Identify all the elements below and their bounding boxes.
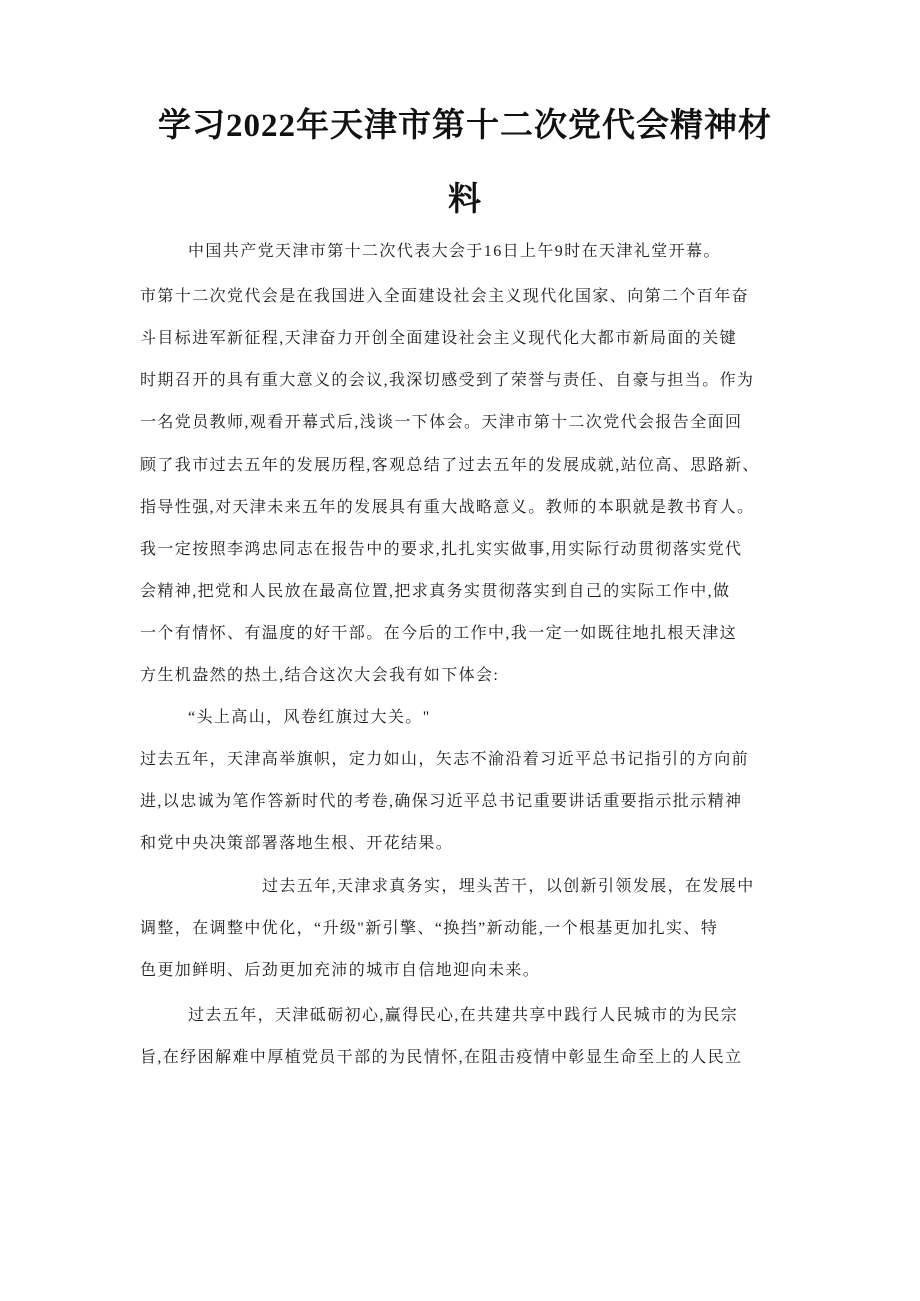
text-line: 顾了我市过去五年的发展历程,客观总结了过去五年的发展成就,站位高、思路新、 (140, 457, 760, 474)
text-line: 进,以忠诚为笔作答新时代的考卷,确保习近平总书记重要讲话重要指示批示精神 (140, 793, 743, 810)
text-line: 斗目标进军新征程,天津奋力开创全面建设社会主义现代化大都市新局面的关键 (140, 330, 738, 347)
text-line: 时期召开的具有重大意义的会议,我深切感受到了荣誉与责任、自豪与担当。作为 (140, 372, 755, 389)
document-title: 学习2022年天津市第十二次党代会精神材 (158, 108, 772, 144)
text-line: 方生机盎然的热土,结合这次大会我有如下体会: (140, 667, 500, 684)
text-line: 过去五年,天津求真务实，埋头苦干，以创新引领发展，在发展中 (262, 878, 755, 895)
text-line: 一个有情怀、有温度的好干部。在今后的工作中,我一定一如既往地扎根天津这 (140, 625, 738, 642)
text-line: 过去五年，天津砥砺初心,赢得民心,在共建共享中践行人民城市的为民宗 (188, 1007, 739, 1024)
text-line: 市第十二次党代会是在我国进入全面建设社会主义现代化国家、向第二个百年奋 (140, 288, 750, 305)
text-line: “头上高山，风卷红旗过大关。" (188, 709, 431, 726)
text-line: 会精神,把党和人民放在最高位置,把求真务实贯彻落实到自己的实际工作中,做 (140, 583, 731, 600)
text-line: 调整，在调整中优化，“升级"新引擎、“换挡”新动能,一个根基更加扎实、特 (140, 920, 719, 937)
text-line: 我一定按照李鸿忠同志在报告中的要求,扎扎实实做事,用实际行动贯彻落实党代 (140, 541, 743, 558)
text-line: 指导性强,对天津未来五年的发展具有重大战略意义。教师的本职就是教书育人。 (140, 499, 755, 516)
document-title-continuation: 料 (448, 182, 482, 218)
text-line: 和党中央决策部署落地生根、开花结果。 (140, 835, 454, 852)
text-line: 过去五年，天津高举旗帜，定力如山，矢志不渝沿着习近平总书记指引的方向前 (140, 751, 750, 768)
text-line: 色更加鲜明、后劲更加充沛的城市自信地迎向未来。 (140, 962, 541, 979)
text-line: 一名党员教师,观看开幕式后,浅谈一下体会。天津市第十二次党代会报告全面回 (140, 414, 743, 431)
text-line: 中国共产党天津市第十二次代表大会于16日上午9时在天津礼堂开幕。 (188, 243, 721, 260)
text-line: 旨,在纾困解难中厚植党员干部的为民情怀,在阻击疫情中彰显生命至上的人民立 (140, 1049, 743, 1066)
